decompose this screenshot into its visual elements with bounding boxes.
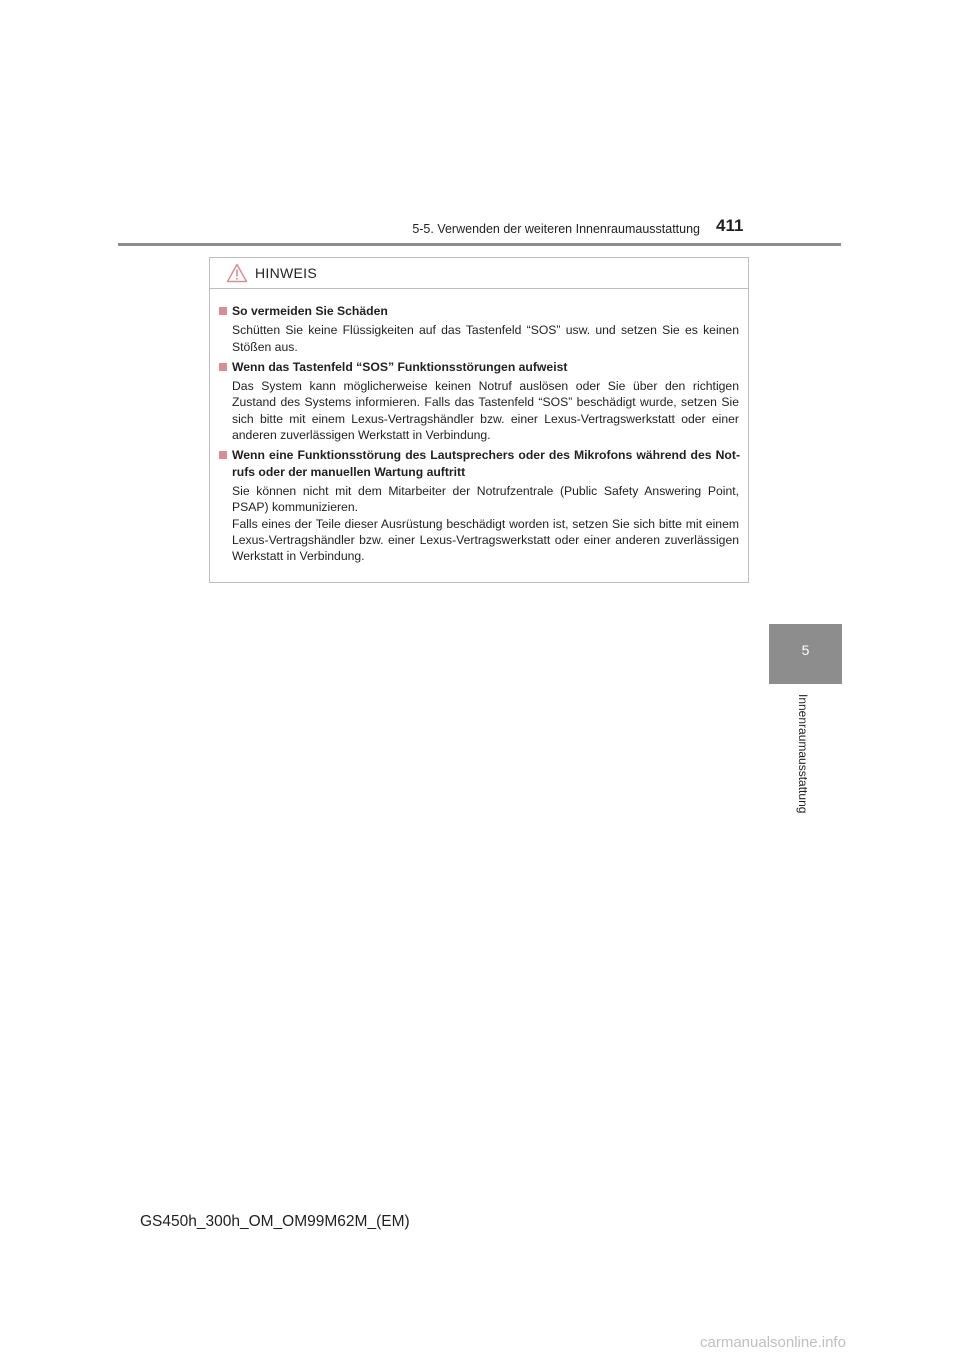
page-number: 411	[716, 216, 744, 235]
notice-paragraph: Falls eines der Teile dieser Ausrüstung beschädigt worden ist, setzen Sie sich bitte mit einem Lexus-Vertragshändler bzw. einer Lexus-Vertragswerkstatt oder einer anderen zuverlässigen Werkstatt in Verbindung.	[232, 516, 739, 564]
chapter-tab	[769, 624, 842, 684]
notice-item-text	[218, 483, 740, 564]
notice-item-text	[218, 322, 740, 355]
chapter-number: 5	[801, 642, 810, 658]
document-code: GS450h_300h_OM_OM99M62M_(EM)	[140, 1213, 410, 1230]
watermark: carmanualsonline.info	[700, 1334, 846, 1351]
notice-paragraph: Schütten Sie keine Flüssigkeiten auf das Tastenfeld “SOS” usw. und setzen Sie es keinen Stößen aus.	[232, 323, 739, 354]
notice-title: HINWEIS	[255, 265, 317, 281]
notice-paragraph: Das System kann möglicherweise keinen Notruf auslösen oder Sie über den richtigen Zustand des Systems informieren. Falls das Tastenfeld “SOS” beschädigt wurde, setzen Sie sich bitte mit einem Lexus-Vertragshändler bzw. einer Lexus-Vertragswerkstatt oder einer anderen zuverlässigen Werkstatt in Verbindung.	[232, 379, 739, 443]
notice-body	[210, 289, 748, 568]
notice-item-heading: Wenn eine Funktionsstörung des Lautsprechers oder des Mikrofons während des Not- rufs oder der manuellen Wartung auftritt	[218, 447, 740, 480]
notice-box	[209, 257, 749, 583]
notice-paragraph: Sie können nicht mit dem Mitarbeiter der Notrufzentrale (Public Safety Answering Point, PSAP) kommunizieren.	[232, 483, 739, 515]
section-title: 5-5. Verwenden der weiteren Innenraumausstattung	[412, 222, 700, 236]
notice-item-heading: Wenn das Tastenfeld “SOS” Funktionsstörungen aufweist	[218, 359, 740, 375]
notice-item	[218, 359, 740, 443]
square-bullet-icon	[219, 451, 227, 459]
square-bullet-icon	[219, 307, 227, 315]
notice-header	[210, 258, 748, 289]
chapter-label: Innenraumausstattung	[796, 694, 810, 814]
notice-item	[218, 447, 740, 564]
notice-item-heading: So vermeiden Sie Schäden	[218, 303, 740, 319]
warning-triangle-icon	[226, 263, 248, 283]
square-bullet-icon	[219, 363, 227, 371]
notice-item	[218, 303, 740, 355]
header-rule	[118, 243, 841, 246]
notice-item-text	[218, 378, 740, 443]
